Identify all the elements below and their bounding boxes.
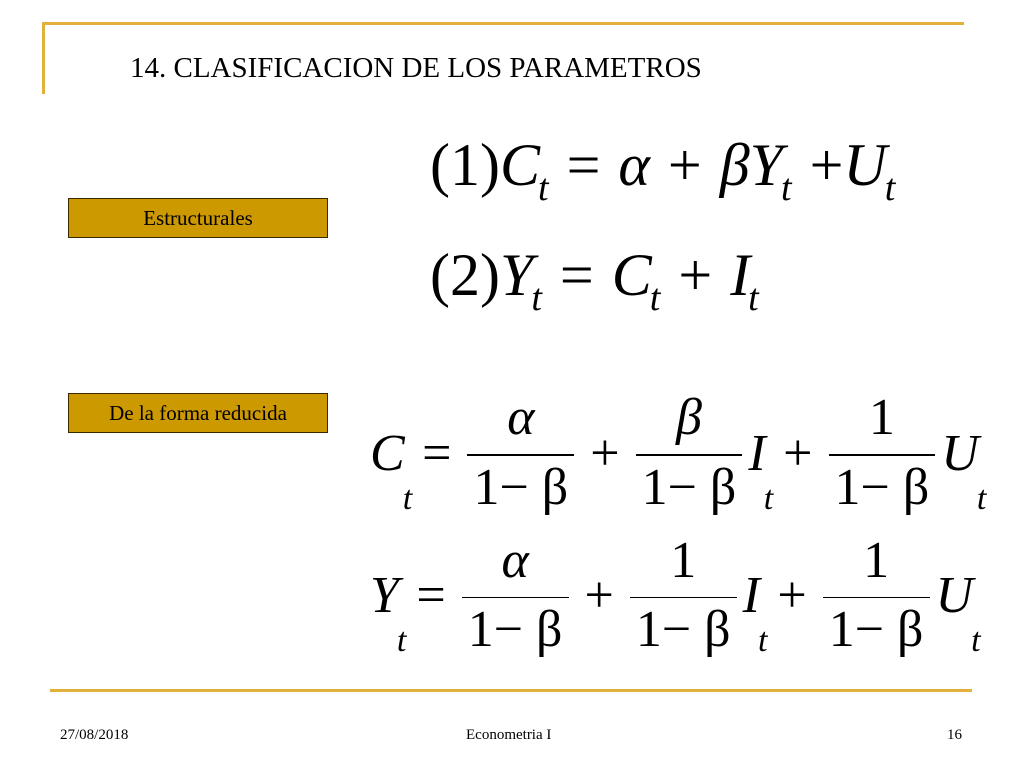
footer-course: Econometria I xyxy=(466,727,552,743)
left-rule xyxy=(42,22,45,94)
fraction-denominator: 1− β xyxy=(473,459,569,516)
eq-var: C xyxy=(611,242,652,308)
eq-tag: (1) xyxy=(430,132,500,198)
structural-label: Estructurales xyxy=(143,205,253,230)
slide-title: 14. CLASIFICACION DE LOS PARAMETROS xyxy=(130,52,702,84)
footer-date: 27/08/2018 xyxy=(60,727,129,743)
eq-sub: t xyxy=(402,480,413,517)
eq-equals: = xyxy=(566,132,601,198)
eq-sub: t xyxy=(748,277,759,320)
eq-sub: t xyxy=(396,622,407,659)
eq-plus: + xyxy=(777,567,807,624)
eq-equals: = xyxy=(416,567,446,624)
eq-sub: t xyxy=(971,622,981,659)
eq-var: C xyxy=(499,132,540,198)
eq-sub: t xyxy=(781,167,792,210)
eq-sub: t xyxy=(531,277,542,320)
eq-tag: (2) xyxy=(430,242,500,308)
eq-var: I xyxy=(730,242,751,308)
fraction-denominator: 1− β xyxy=(828,601,924,658)
eq-plus: + xyxy=(809,132,844,198)
top-rule xyxy=(42,22,964,25)
eq-var: Y xyxy=(749,132,784,198)
eq-var: U xyxy=(843,132,887,198)
bottom-rule xyxy=(50,689,972,692)
fraction xyxy=(636,389,743,516)
reduced-label-box xyxy=(68,393,328,433)
eq-sub: t xyxy=(884,167,896,210)
fraction xyxy=(462,532,569,658)
eq-sub: t xyxy=(976,480,987,517)
reduced-equation-2 xyxy=(370,532,981,659)
eq-sub: t xyxy=(649,277,661,320)
fraction-denominator: 1− β xyxy=(467,601,563,658)
eq-plus: + xyxy=(584,567,614,624)
eq-alpha: α xyxy=(618,132,650,198)
fraction xyxy=(823,532,930,658)
eq-equals: = xyxy=(422,424,452,482)
eq-plus: + xyxy=(678,242,713,308)
structural-equation-1 xyxy=(430,132,896,210)
structural-label-box xyxy=(68,198,328,238)
eq-equals: = xyxy=(559,242,594,308)
eq-sub: t xyxy=(538,167,549,210)
structural-equation-2 xyxy=(430,242,759,320)
eq-beta: β xyxy=(719,132,750,198)
footer-page-number: 16 xyxy=(947,727,962,743)
eq-var: I xyxy=(742,567,760,624)
eq-var: C xyxy=(370,424,405,482)
reduced-label: De la forma reducida xyxy=(109,400,287,425)
fraction-numerator: 1 xyxy=(863,532,890,589)
fraction xyxy=(630,532,737,658)
eq-plus: + xyxy=(783,424,813,482)
eq-var: U xyxy=(941,424,979,482)
fraction-numerator: β xyxy=(676,389,702,446)
fraction xyxy=(467,389,574,516)
eq-plus: + xyxy=(590,424,620,482)
eq-var: I xyxy=(748,424,766,482)
eq-sub: t xyxy=(757,622,768,659)
fraction-denominator: 1− β xyxy=(834,459,930,516)
eq-var: U xyxy=(935,567,974,624)
eq-sub: t xyxy=(763,480,774,517)
eq-plus: + xyxy=(667,132,702,198)
fraction-numerator: 1 xyxy=(868,389,895,446)
fraction-denominator: 1− β xyxy=(641,459,737,516)
eq-var: Y xyxy=(370,567,399,624)
reduced-equation-1 xyxy=(370,389,987,517)
fraction-numerator: 1 xyxy=(670,532,697,589)
fraction-numerator: α xyxy=(501,532,529,589)
fraction xyxy=(829,389,936,516)
eq-var: Y xyxy=(499,242,534,308)
fraction-denominator: 1− β xyxy=(635,601,731,658)
fraction-numerator: α xyxy=(507,389,535,446)
